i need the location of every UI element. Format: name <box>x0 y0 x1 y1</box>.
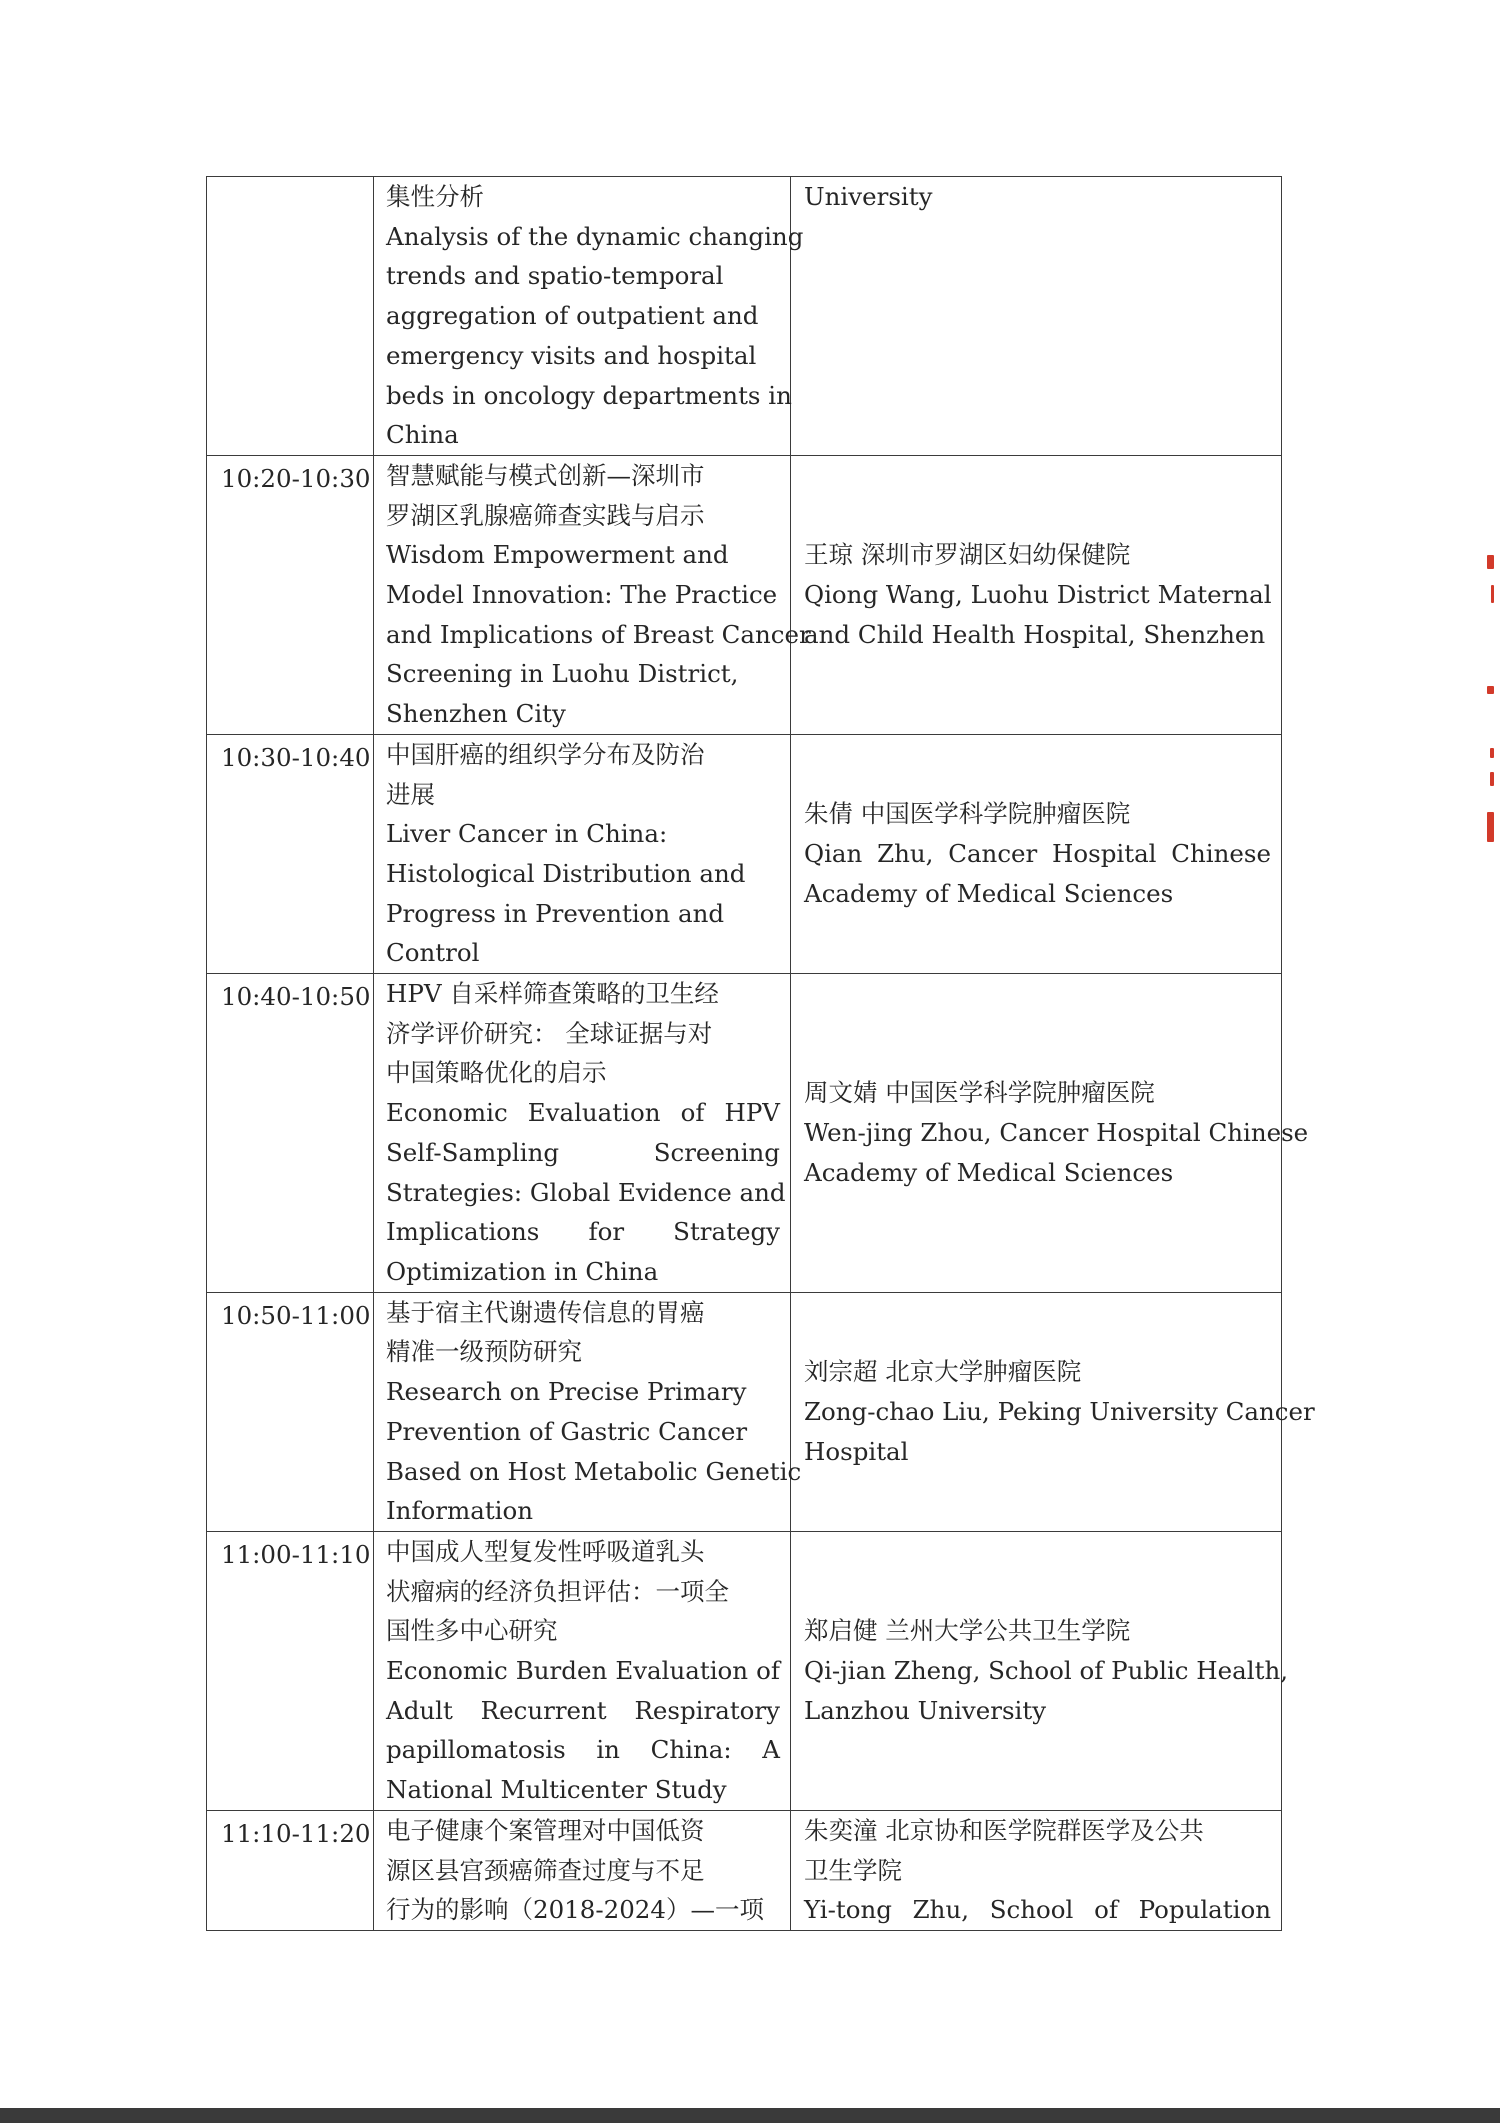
seal-fragment <box>1487 812 1494 842</box>
table-row <box>207 1292 1282 1531</box>
seal-fragment <box>1491 585 1494 603</box>
scan-edge <box>0 2108 1500 2123</box>
session-title: 智慧赋能与模式创新—深圳市 罗湖区乳腺癌筛查实践与启示 Wisdom Empowerment and Model Innovation: The Practice and Implications of Breast Cancer Screening in Luohu District, Shenzhen City <box>374 455 791 734</box>
session-time <box>207 177 374 456</box>
table-row <box>207 455 1282 734</box>
table-row <box>207 177 1282 456</box>
session-time: 11:00-11:10 <box>207 1531 374 1810</box>
table-row <box>207 734 1282 973</box>
table-row <box>207 1810 1282 1930</box>
session-time: 10:20-10:30 <box>207 455 374 734</box>
session-speaker: 周文婧 中国医学科学院肿瘤医院 Wen-jing Zhou, Cancer Hospital Chinese Academy of Medical Sciences <box>791 974 1282 1293</box>
session-time: 11:10-11:20 <box>207 1810 374 1930</box>
seal-fragment <box>1487 555 1494 569</box>
seal-fragment <box>1487 686 1494 694</box>
session-time: 10:40-10:50 <box>207 974 374 1293</box>
session-time: 10:50-11:00 <box>207 1292 374 1531</box>
session-title: 基于宿主代谢遗传信息的胃癌 精准一级预防研究 Research on Precise Primary Prevention of Gastric Cancer Based on Host Metabolic Genetic Information <box>374 1292 791 1531</box>
session-title: 电子健康个案管理对中国低资 源区县宫颈癌筛查过度与不足 行为的影响（2018-2024）—一项 <box>374 1810 791 1930</box>
session-title: 中国肝癌的组织学分布及防治 进展 Liver Cancer in China: Histological Distribution and Progress in Prevention and Control <box>374 734 791 973</box>
agenda-table <box>206 176 1315 1931</box>
session-speaker: 郑启健 兰州大学公共卫生学院 Qi-jian Zheng, School of Public Health, Lanzhou University <box>791 1531 1282 1810</box>
session-speaker: 朱倩 中国医学科学院肿瘤医院 Qian Zhu, Cancer Hospital Chinese Academy of Medical Sciences <box>791 734 1282 973</box>
session-speaker: 朱奕潼 北京协和医学院群医学及公共 卫生学院 Yi-tong Zhu, School of Population <box>791 1810 1282 1930</box>
session-time: 10:30-10:40 <box>207 734 374 973</box>
session-speaker: University <box>791 177 1282 456</box>
seal-fragment <box>1490 748 1494 758</box>
seal-fragment <box>1490 772 1494 786</box>
session-title: 中国成人型复发性呼吸道乳头 状瘤病的经济负担评估：一项全 国性多中心研究 Economic Burden Evaluation of Adult Recurrent Respiratory papillomatosis in China: A National Multicenter Study <box>374 1531 791 1810</box>
session-speaker: 王琼 深圳市罗湖区妇幼保健院 Qiong Wang, Luohu District Maternal and Child Health Hospital, Shenzhen <box>791 455 1282 734</box>
session-title: 集性分析 Analysis of the dynamic changing trends and spatio-temporal aggregation of outpatient and emergency visits and hospital beds in oncology departments in China <box>374 177 791 456</box>
session-speaker: 刘宗超 北京大学肿瘤医院 Zong-chao Liu, Peking University Cancer Hospital <box>791 1292 1282 1531</box>
table-row <box>207 1531 1282 1810</box>
table-row <box>207 974 1282 1293</box>
session-title: HPV 自采样筛查策略的卫生经 济学评价研究： 全球证据与对 中国策略优化的启示 Economic Evaluation of HPV Self-Sampling Screening Strategies: Global Evidence and Implications for Strategy Optimization in China <box>374 974 791 1293</box>
